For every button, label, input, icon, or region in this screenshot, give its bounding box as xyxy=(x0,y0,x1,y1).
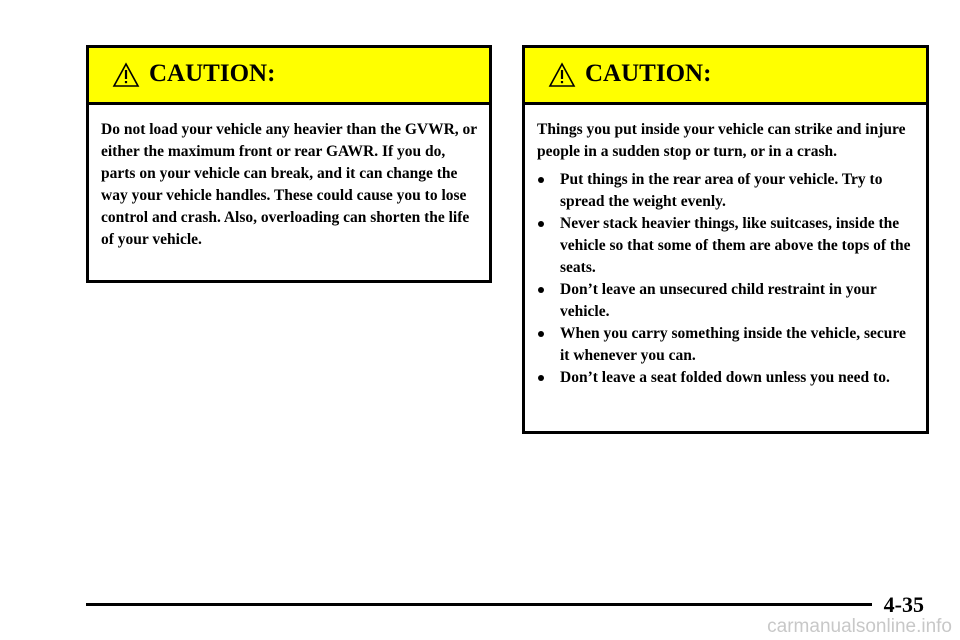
caution-box-cargo xyxy=(522,45,929,434)
watermark: carmanualsonline.info xyxy=(767,616,952,637)
caution-title: CAUTION: xyxy=(149,60,276,87)
list-item xyxy=(537,213,914,279)
warning-triangle-icon xyxy=(112,62,140,88)
caution-header xyxy=(525,48,926,105)
footer-divider xyxy=(86,603,872,606)
bullet-icon xyxy=(538,177,544,183)
list-item xyxy=(537,367,914,389)
caution-title: CAUTION: xyxy=(585,60,712,87)
caution-body xyxy=(89,105,489,251)
list-item xyxy=(537,323,914,367)
page-number: 4-35 xyxy=(883,592,924,617)
list-item xyxy=(537,279,914,323)
caution-bullet-list xyxy=(537,169,914,389)
list-item xyxy=(537,169,914,213)
caution-intro: Things you put inside your vehicle can strike and injure people in a sudden stop or turn, or in a crash. xyxy=(537,121,906,160)
caution-box-overloading xyxy=(86,45,492,283)
bullet-text: Don’t leave a seat folded down unless you need to. xyxy=(560,369,890,386)
caution-header xyxy=(89,48,489,105)
caution-body xyxy=(525,105,926,389)
bullet-icon xyxy=(538,221,544,227)
bullet-text: Never stack heavier things, like suitcases, inside the vehicle so that some of them are above the tops of the seats. xyxy=(560,215,911,276)
bullet-text: Put things in the rear area of your vehicle. Try to spread the weight evenly. xyxy=(560,171,883,210)
bullet-text: When you carry something inside the vehicle, secure it whenever you can. xyxy=(560,325,906,364)
bullet-icon xyxy=(538,287,544,293)
warning-triangle-icon xyxy=(548,62,576,88)
caution-text: Do not load your vehicle any heavier than the GVWR, or either the maximum front or rear GAWR. If you do, parts on your vehicle can break, and it can change the way your vehicle handles. These could cause you to lose control and crash. Also, overloading can shorten the life of your vehicle. xyxy=(101,121,477,248)
bullet-icon xyxy=(538,331,544,337)
bullet-text: Don’t leave an unsecured child restraint in your vehicle. xyxy=(560,281,877,320)
bullet-icon xyxy=(538,375,544,381)
